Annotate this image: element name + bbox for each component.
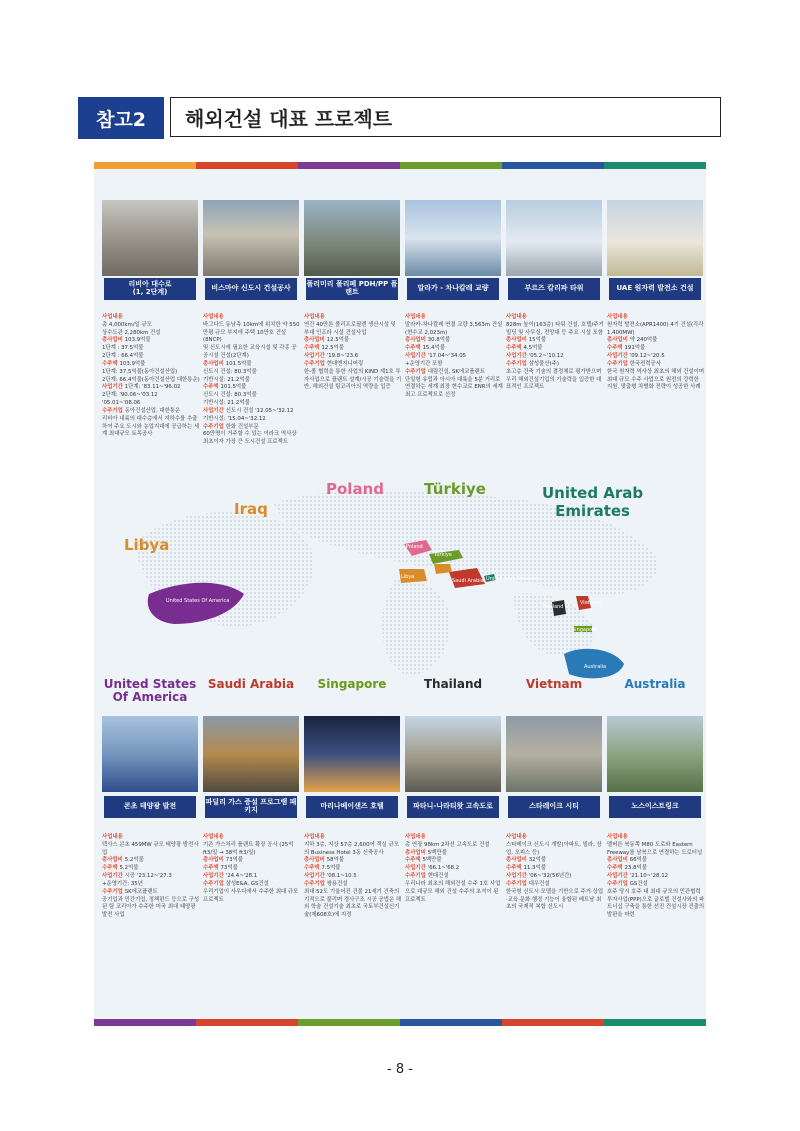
- page-number: - 8 -: [387, 1062, 413, 1077]
- description-text: '66.1~'68.2: [427, 865, 460, 872]
- description-line: [506, 314, 604, 322]
- map-pin-australia: Australia: [584, 664, 607, 670]
- description-text: '06~'32(56년간): [528, 873, 572, 880]
- description-label: 총사업비: [304, 337, 327, 344]
- description-line: [102, 842, 200, 858]
- description-text: '21.10~'28.12: [629, 873, 669, 880]
- description-label: 사업내용: [102, 834, 123, 840]
- section-badge: 참고2: [78, 97, 164, 139]
- country-uae: United Arab Emirates: [542, 484, 644, 520]
- description-line: [203, 408, 301, 416]
- project-photo: [102, 200, 198, 276]
- description-line: [607, 834, 705, 842]
- description-label: 수주액: [102, 360, 120, 367]
- description-text: 총 연장 98km 2차선 고속도로 건설: [405, 841, 490, 848]
- description-text: 11.3억불: [523, 865, 546, 872]
- description-text: 2단계: 66.4억불(동아건설산업 대한통운): [102, 376, 200, 383]
- description-line: [203, 416, 301, 424]
- description-label: 사업내용: [304, 834, 325, 840]
- description-label: 사업기간: [203, 407, 226, 414]
- description-text: 103.9억불: [119, 360, 146, 367]
- bottom-country-label: Singapore: [317, 677, 387, 691]
- description-label: 수주기업: [304, 360, 327, 367]
- description-line: [102, 834, 200, 842]
- description-label: 수주액: [506, 865, 524, 872]
- description-label: 수주액: [405, 857, 423, 864]
- description-label: 사업기간: [607, 353, 630, 360]
- description-label: 총사업비: [607, 337, 630, 344]
- bottom-country-label: Saudi Arabia: [207, 677, 295, 691]
- description-label: 사업기간: [304, 353, 327, 360]
- description-line: [405, 865, 503, 873]
- description-line: [203, 881, 301, 889]
- project-name: 노스이스트링크: [609, 796, 701, 818]
- description-text: 신도시 건설: 80.3억불: [203, 368, 257, 375]
- map-pin-turkiye: Türkiye: [434, 552, 452, 558]
- description-label: 사업기간: [405, 353, 428, 360]
- description-line: [506, 345, 604, 353]
- description-line: [203, 322, 301, 345]
- description-label: 수주기업: [203, 423, 226, 430]
- description-label: 수주액: [102, 865, 120, 872]
- description-text: 5.2억불: [119, 865, 139, 872]
- project-name: 폴리미리 폴리페 PDH/PP 플랜트: [306, 278, 398, 300]
- description-text: 12.5억불: [326, 337, 350, 344]
- country-turkiye: Türkiye: [424, 480, 486, 498]
- description-text: 바그다드 동남측 10km에 위치한 약 550만평 규모 부지에 주택 10만호 건설(8NCP): [203, 321, 300, 344]
- description-text: '05.01~'08.06: [102, 400, 141, 407]
- description-text: '09.12~'20.5: [629, 353, 665, 360]
- description-label: 수주기업: [405, 368, 428, 375]
- description-text: 및 신도시에 필요한 교육시설 및 각종 공공시설 건설(2단계): [203, 345, 297, 360]
- page-title-text: 해외건설 대표 프로젝트: [185, 106, 393, 131]
- description-text: 2단계: '90.06~'03.12: [102, 392, 158, 399]
- description-text: 지하 3층, 지상 57층 2,600여 객실 규모의 Business Hotel 3동 신축공사: [304, 841, 399, 856]
- description-text: 동아건설산업, 대한통운: [124, 407, 181, 414]
- description-label: 총사업비: [506, 337, 529, 344]
- description-line: [405, 322, 503, 338]
- description-text: 5백만불: [427, 849, 447, 856]
- description-line: [405, 377, 503, 400]
- description-line: [405, 842, 503, 850]
- description-label: 사업기간: [506, 873, 529, 880]
- description-text: 58억불: [326, 857, 344, 864]
- description-text: 신도시 건설 '12.05~'32.12: [225, 407, 294, 414]
- description-line: [102, 881, 200, 889]
- description-text: 5백만불: [422, 857, 442, 864]
- description-text: 2단계 : 66.4억불: [102, 353, 144, 360]
- description-text: 103.9억불: [124, 337, 151, 344]
- description-text: 30.8억불: [427, 337, 451, 344]
- description-line: [102, 369, 200, 377]
- map-pin-poland: Poland: [406, 544, 423, 550]
- project-name: 스타레이크 시티: [508, 796, 600, 818]
- description-line: [304, 361, 402, 369]
- description-line: [607, 865, 705, 873]
- description-label: 사업내용: [405, 314, 426, 320]
- project-name: 마리나베이샌즈 호텔: [306, 796, 398, 818]
- description-line: [203, 400, 301, 408]
- color-strip-top: [94, 162, 706, 169]
- project-description: [102, 314, 200, 439]
- project-description: [607, 314, 705, 392]
- map-pin-thailand: Thailand: [542, 604, 564, 610]
- map-pin-vietnam: Vietnam: [580, 600, 601, 606]
- description-line: [405, 345, 503, 353]
- description-line: [203, 873, 301, 881]
- map-pin-usa: United States Of America: [166, 598, 230, 604]
- description-label: 수주액: [304, 865, 322, 872]
- description-line: [506, 834, 604, 842]
- description-text: '05.2~'10.12: [528, 353, 564, 360]
- description-label: 수주액: [607, 865, 625, 872]
- description-text: +운영기간: 35년: [102, 880, 143, 887]
- description-line: [102, 400, 200, 408]
- description-text: 초고층 건축 기술의 결정체로 평가받으며 우리 해외건설기업의 기술력을 입증한 대표적인 프로젝트: [506, 368, 602, 391]
- description-text: '08.1~10.5: [326, 873, 357, 880]
- description-line: [304, 353, 402, 361]
- description-text: 최대 52도 기울어진 건물 21세기 건축의 기적으로 불리며 경사구조 시공 공법은 해외 학술 건설기술 최초로 국토부건설신기술(제608호)에 지정: [304, 888, 402, 919]
- description-line: [506, 369, 604, 392]
- description-text: 삼성물산(주): [528, 360, 559, 367]
- project-description: [203, 834, 301, 904]
- description-text: 1단계: '83.11~'96.02: [124, 384, 181, 391]
- description-line: [506, 865, 604, 873]
- description-label: 수주액: [203, 384, 221, 391]
- description-line: [607, 314, 705, 322]
- description-line: [607, 842, 705, 858]
- description-line: [203, 842, 301, 858]
- description-label: 사업내용: [102, 314, 123, 320]
- description-line: [304, 322, 402, 338]
- description-label: 사업내용: [607, 314, 628, 320]
- description-line: [607, 322, 705, 338]
- description-line: [102, 392, 200, 400]
- description-text: 신도시 건설: 80.3억불: [203, 392, 257, 399]
- description-text: 101.5억불: [220, 384, 247, 391]
- description-line: [607, 889, 705, 920]
- description-label: 총사업비: [102, 337, 125, 344]
- description-label: 사업기간: [102, 873, 125, 880]
- description-text: 23.8억불: [624, 865, 647, 872]
- description-label: 수주기업: [102, 407, 125, 414]
- bottom-country-label: Thailand: [423, 677, 483, 691]
- description-line: [203, 392, 301, 400]
- description-line: [102, 408, 200, 416]
- description-line: [304, 889, 402, 920]
- country-poland: Poland: [326, 480, 384, 498]
- description-text: 한화 건설부문: [225, 423, 259, 430]
- description-label: 사업내용: [506, 314, 527, 320]
- project-description: [304, 834, 402, 920]
- description-label: 사업기간: [506, 353, 529, 360]
- project-photo: [304, 716, 400, 792]
- project-photo: [506, 716, 602, 792]
- project-photo: [405, 716, 501, 792]
- description-text: 4.5억불: [523, 345, 543, 352]
- description-line: [506, 353, 604, 361]
- description-label: 수주액: [203, 865, 221, 872]
- description-text: 현대엔지니어링: [326, 360, 364, 367]
- bottom-country-label: Vietnam: [525, 677, 583, 691]
- description-text: 기반시설: '15.04~'32.12: [203, 415, 266, 422]
- description-text: 7.5억불: [321, 865, 341, 872]
- description-label: 수주액: [607, 345, 625, 352]
- project-description: [203, 314, 301, 447]
- description-line: [304, 842, 402, 858]
- project-name: 파타니-나라티왓 고속도로: [407, 796, 499, 818]
- description-text: 15억불: [528, 337, 546, 344]
- description-text: 약 240억불: [629, 337, 658, 344]
- description-label: 사업내용: [607, 834, 628, 840]
- description-text: 우리기업이 사우디에서 수주한 최대 규모 프로젝트: [203, 888, 299, 903]
- description-label: 사업기간: [607, 873, 630, 880]
- description-text: 대림건설, SK에코플랜트: [427, 368, 485, 375]
- description-text: '19.8~'23.6: [326, 353, 359, 360]
- description-line: [405, 881, 503, 904]
- description-label: 수주기업: [607, 880, 630, 887]
- description-line: [203, 431, 301, 447]
- description-label: 사업내용: [203, 314, 224, 320]
- description-text: 호주 당시 호주 내 최대 규모의 민관협력 투자사업(PPP)으로 글로벌 건설사와의 파트너십 구축을 통한 선진 건설시장 진출의 발판을 마련: [607, 888, 705, 919]
- description-line: [203, 369, 301, 377]
- description-text: +운영기간 포함: [405, 360, 443, 367]
- description-line: [607, 873, 705, 881]
- description-text: 73억불: [225, 857, 243, 864]
- project-name: UAE 원자력 발전소 건설: [609, 278, 701, 300]
- description-line: [203, 865, 301, 873]
- description-label: 총사업비: [102, 857, 125, 864]
- description-text: 15.4억불: [422, 345, 445, 352]
- description-label: 수주기업: [102, 888, 125, 895]
- description-text: 60만명이 거주할 수 있는 이라크 역사상 최초이자 가장 큰 도시건설 프로젝트: [203, 431, 297, 446]
- description-line: [203, 361, 301, 369]
- project-description: [405, 834, 503, 904]
- description-line: [405, 873, 503, 881]
- description-line: [102, 889, 200, 897]
- description-text: 101.5억불: [225, 360, 252, 367]
- description-text: 한-폴 협력을 통한 사업의 KIND 제1호 투자사업으로 플랜트 설계/시공 기술력을 기반, 해외건설 팀코리아의 역량을 입증: [304, 368, 402, 391]
- description-line: [506, 361, 604, 369]
- description-line: [304, 369, 402, 392]
- description-text: 현대건설: [427, 873, 449, 880]
- description-text: 한국전력공사: [629, 360, 661, 367]
- description-label: 수주기업: [506, 880, 529, 887]
- description-text: 원자력 발전소(APR1400) 4기 건설(각각 1,400MW): [607, 321, 704, 336]
- description-text: 기존 가스처리 플랜트 확장 공사 (25억 ft3/일 → 38억 ft3/일): [203, 841, 294, 856]
- description-label: 사업기간: [304, 873, 327, 880]
- description-text: 5.2억불: [124, 857, 144, 864]
- description-label: 수주액: [405, 345, 423, 352]
- bottom-country-label: United States Of America: [103, 677, 197, 705]
- project-photo: [203, 716, 299, 792]
- description-text: 총 4,000km/일 규모: [102, 321, 152, 328]
- description-text: 리비아 내륙의 대수층에서 지하수를 추출하여 주요 도시와 농업지대에 공급하는 세계 최대규모 토목공사: [102, 415, 200, 438]
- project-description: [102, 834, 200, 920]
- description-line: [304, 345, 402, 353]
- description-text: 단일형 유럽과 아시아 대륙을 5분 거리로 연결하는 세계 최장 현수교로 ENR의 세계 최고 프로젝트로 선정: [405, 376, 503, 399]
- description-text: 12.5억불: [321, 345, 344, 352]
- project-description: [607, 834, 705, 920]
- project-photo: [203, 200, 299, 276]
- description-line: [304, 834, 402, 842]
- description-line: [304, 873, 402, 881]
- map-pin-uae: United Arab Emirates: [486, 576, 540, 582]
- description-text: SK에코플랜트: [124, 888, 158, 895]
- description-line: [102, 345, 200, 353]
- description-text: 우리나라 최초의 해외건설 수주 1호 사업으로 대규모 해외 건설 수주의 초석이 된 프로젝트: [405, 880, 501, 903]
- project-photo: [506, 200, 602, 276]
- description-label: 총사업비: [607, 857, 630, 864]
- description-text: 1단계 : 37.5억불: [102, 345, 144, 352]
- description-text: 상수도관 2,280km 건설: [102, 329, 161, 336]
- description-line: [102, 873, 200, 881]
- description-line: [506, 842, 604, 858]
- project-description: [304, 314, 402, 392]
- description-label: 사업내용: [304, 314, 325, 320]
- bottom-country-label: Australia: [624, 677, 686, 691]
- description-label: 총사업비: [405, 337, 428, 344]
- description-text: 시공 '23.12~'27.3: [124, 873, 172, 880]
- description-text: 828m 높이(163층) 타워 건설, 호텔/주거 빌딩 및 사무실, 전망대 등 주요 시설 포함: [506, 321, 604, 336]
- description-label: 사업기간: [102, 384, 125, 391]
- world-map: [94, 480, 706, 684]
- project-name: 비스마야 신도시 건설공사: [205, 278, 297, 300]
- description-text: 66억불: [629, 857, 647, 864]
- description-line: [102, 322, 200, 330]
- description-label: 수주기업: [203, 880, 226, 887]
- description-text: 1단계: 37.5억불(동아건설산업): [102, 368, 178, 375]
- description-text: 기반시설: 21.2억불: [203, 376, 250, 383]
- description-line: [102, 865, 200, 873]
- project-photo: [102, 716, 198, 792]
- project-photo: [607, 200, 703, 276]
- description-line: [203, 345, 301, 361]
- description-line: [102, 361, 200, 369]
- project-name: 리비아 대수로 (1, 2단계): [104, 278, 196, 300]
- description-line: [607, 353, 705, 361]
- project-description: [506, 314, 604, 392]
- project-name: 파딜리 가스 증설 프로그램 패키지: [205, 796, 297, 818]
- description-text: 삼성E&A, GS건설: [225, 880, 269, 887]
- project-photo: [304, 200, 400, 276]
- project-description: [506, 834, 604, 912]
- project-name: 말라가 - 차나칼레 교량: [407, 278, 499, 300]
- description-text: 32억불: [528, 857, 546, 864]
- description-label: 수주액: [506, 345, 524, 352]
- description-label: 사업기간: [405, 865, 428, 872]
- description-label: 사업내용: [405, 834, 426, 840]
- description-label: 총사업비: [203, 857, 226, 864]
- project-name: 부르즈 칼리파 타워: [508, 278, 600, 300]
- description-text: 73억불: [220, 865, 238, 872]
- map-pin-singapore: Singapore: [572, 627, 598, 633]
- description-label: 총사업비: [203, 360, 226, 367]
- description-label: 사업내용: [203, 834, 224, 840]
- description-text: 텍사스 콘초 459MW 규모 태양광 발전사업: [102, 841, 199, 856]
- description-line: [102, 353, 200, 361]
- description-line: [506, 889, 604, 912]
- description-line: [607, 881, 705, 889]
- description-label: 총사업비: [405, 849, 428, 856]
- description-line: [304, 314, 402, 322]
- description-line: [607, 369, 705, 392]
- description-text: '24.4~'28.1: [225, 873, 258, 880]
- description-line: [203, 314, 301, 322]
- description-text: '17.04~'34.05: [427, 353, 467, 360]
- description-line: [506, 322, 604, 338]
- description-text: 멜버른 북동쪽 M80 도로와 Eastern Freeway를 남북으로 연결하는 도로터널: [607, 841, 703, 856]
- description-line: [506, 873, 604, 881]
- description-text: 쌍용건설: [326, 880, 348, 887]
- description-text: 말라카-차나칼레 연결 교량 3,563m 건설(현수교 2,023m): [405, 321, 503, 336]
- description-text: 공기업과 민간기업, 정책펀드 등으로 구성된 팀 코리아가 수주한 미국 최대 태양광 발전 사업: [102, 896, 200, 919]
- map-pin-saudi: Saudi Arabia: [452, 578, 484, 584]
- country-iraq: Iraq: [234, 500, 268, 518]
- description-line: [102, 314, 200, 322]
- description-label: 수주기업: [304, 880, 327, 887]
- description-text: 기반시설: 21.2억불: [203, 400, 250, 407]
- description-line: [203, 889, 301, 905]
- description-label: 사업기간: [203, 873, 226, 880]
- description-line: [405, 361, 503, 369]
- project-description: [405, 314, 503, 400]
- description-line: [304, 865, 402, 873]
- description-line: [506, 881, 604, 889]
- description-text: GS건설: [629, 880, 648, 887]
- description-line: [607, 361, 705, 369]
- description-line: [304, 881, 402, 889]
- description-label: 총사업비: [506, 857, 529, 864]
- country-libya: Libya: [124, 536, 170, 554]
- description-text: 191억불: [624, 345, 646, 352]
- description-line: [405, 314, 503, 322]
- description-line: [102, 897, 200, 920]
- project-name: 콘초 태양광 발전: [104, 796, 196, 818]
- project-photo: [607, 716, 703, 792]
- description-text: 한국형 신도시 모델을 기반으로 주거·상업·교육·문화·행정 기능이 융합된 베트남 최초의 국제적 복합 신도시: [506, 888, 604, 911]
- description-line: [102, 416, 200, 439]
- description-label: 수주기업: [607, 360, 630, 367]
- description-label: 총사업비: [304, 857, 327, 864]
- description-label: 수주액: [304, 345, 322, 352]
- description-line: [405, 369, 503, 377]
- description-text: 대우건설: [528, 880, 550, 887]
- description-line: [203, 834, 301, 842]
- description-text: 한국 원자력 역사상 최초의 해외 건설이며 최대 규모 수주 사업으로 원전의 강력한 지원, 맞춤형 차별화 전략이 성공한 사례: [607, 368, 705, 391]
- color-strip-bottom: [94, 1019, 706, 1026]
- description-text: 연간 40만톤 폴리프로필렌 생산시설 및 부대 인프라 시설 건설사업: [304, 321, 396, 336]
- description-text: 스타레이크 신도시 개발(아파트, 빌라, 상업, 오피스 등): [506, 841, 602, 856]
- description-label: 사업내용: [506, 834, 527, 840]
- description-line: [405, 353, 503, 361]
- map-pin-libya: Libya: [401, 574, 415, 580]
- overseas-projects-poster: [94, 162, 706, 1026]
- project-photo: [405, 200, 501, 276]
- page-title: [170, 97, 721, 137]
- description-label: 수주기업: [405, 873, 428, 880]
- description-line: [405, 834, 503, 842]
- description-label: 수주기업: [506, 360, 529, 367]
- description-line: [607, 345, 705, 353]
